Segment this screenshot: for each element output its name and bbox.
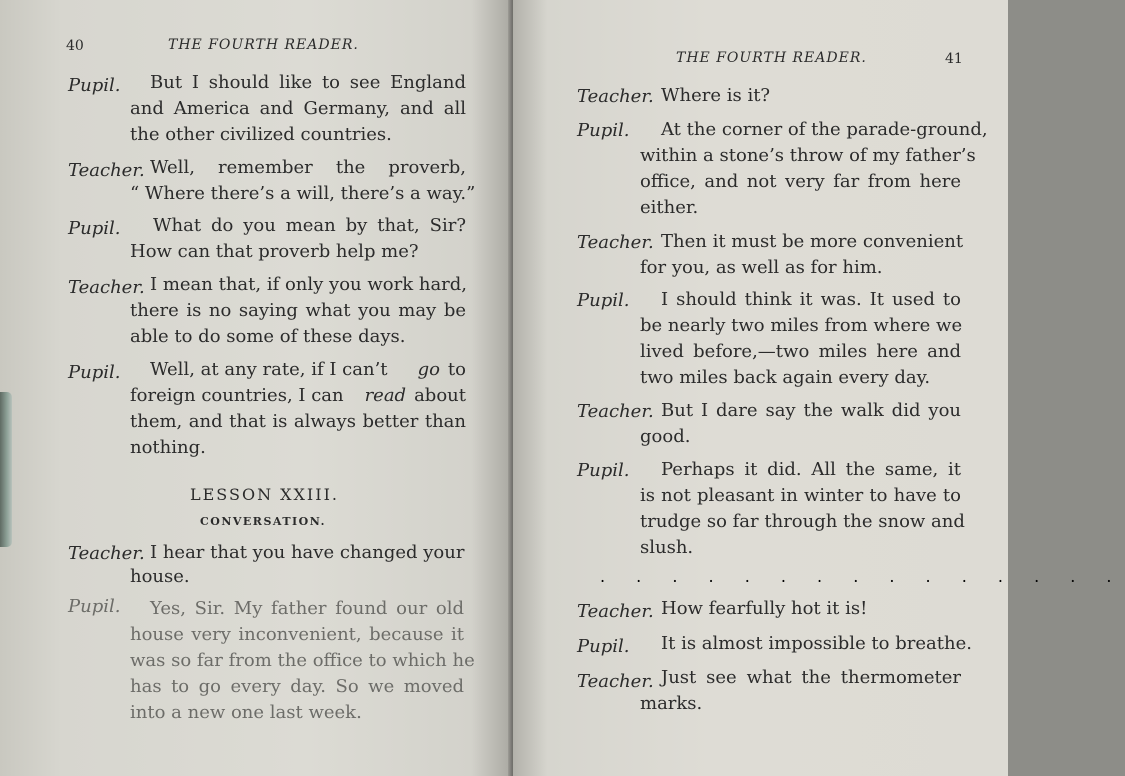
text-line: office, and not very far from here	[640, 171, 961, 192]
text-line: and America and Germany, and all	[130, 98, 466, 119]
thumb-shadow	[0, 392, 12, 547]
text-run: to	[447, 359, 466, 380]
emphasis-text: go	[417, 359, 440, 380]
text-line: It is almost impossible to breathe.	[661, 633, 972, 654]
text-line: be nearly two miles from where we	[640, 315, 963, 336]
text-run: foreign countries, I can	[130, 385, 344, 406]
text-line: I hear that you have changed your	[150, 542, 465, 563]
text-line: within a stone’s throw of my father’s	[640, 145, 976, 166]
text-line: marks.	[640, 693, 703, 714]
text-line: Just see what the thermometer	[661, 667, 961, 688]
text-line: Where is it?	[661, 85, 771, 106]
right-page	[513, 0, 1125, 776]
text-line: into a new one last week.	[130, 702, 362, 723]
text-line: But I dare say the walk did you	[661, 400, 961, 421]
text-line: lived before,—two miles here and	[640, 341, 961, 362]
text-line: But I should like to see England	[150, 72, 466, 93]
text-line: is not pleasant in winter to have to	[640, 485, 961, 506]
text-line: them, and that is always better than	[130, 411, 466, 432]
speaker-label: Teacher.	[577, 401, 654, 422]
emphasis-text: read	[364, 385, 407, 406]
text-line: I mean that, if only you work hard,	[150, 274, 468, 295]
text-line: for you, as well as for him.	[640, 257, 883, 278]
text-run: about	[414, 385, 466, 406]
speaker-label: Teacher.	[68, 277, 145, 298]
text-line: trudge so far through the snow and	[640, 511, 965, 532]
speaker-label: Pupil.	[68, 596, 121, 617]
text-line: slush.	[640, 537, 694, 558]
text-line: At the corner of the parade-ground,	[661, 119, 988, 140]
text-line: How fearfully hot it is!	[661, 598, 868, 619]
text-line: was so far from the office to which he	[130, 650, 475, 671]
text-line: able to do some of these days.	[130, 326, 406, 347]
text-line: there is no saying what you may be	[130, 300, 466, 321]
speaker-label: Teacher.	[577, 86, 654, 107]
text-line: How can that proverb help me?	[130, 241, 419, 262]
text-line: nothing.	[130, 437, 206, 458]
text-line: “ Where there’s a will, there’s a way.”	[130, 183, 476, 204]
speaker-label: Pupil.	[68, 75, 121, 96]
running-head: THE FOURTH READER.	[676, 50, 867, 66]
speaker-label: Pupil.	[577, 460, 630, 481]
text-line: the other civilized countries.	[130, 124, 392, 145]
text-line: house very inconvenient, because it	[130, 624, 464, 645]
speaker-label: Pupil.	[577, 636, 630, 657]
running-head: THE FOURTH READER.	[168, 37, 359, 53]
text-line: Yes, Sir. My father found our old	[150, 598, 464, 619]
text-line: two miles back again every day.	[640, 367, 931, 388]
text-line	[130, 384, 466, 408]
speaker-label: Pupil.	[577, 120, 630, 141]
section-separator: . . . . . . . . . . . . . . .	[600, 567, 1125, 586]
speaker-label: Teacher.	[577, 671, 654, 692]
text-run: Well, at any rate, if I can’t	[150, 359, 388, 380]
text-line: has to go every day. So we moved	[130, 676, 464, 697]
text-line: Then it must be more convenient	[661, 231, 964, 252]
speaker-label: Pupil.	[577, 290, 630, 311]
text-line: Well, remember the proverb,	[150, 157, 466, 178]
speaker-label: Teacher.	[577, 232, 654, 253]
text-line: Perhaps it did. All the same, it	[661, 459, 961, 480]
lesson-title: LESSON XXIII.	[190, 485, 339, 504]
lesson-subtitle: CONVERSATION.	[200, 515, 326, 528]
speaker-label: Pupil.	[68, 218, 121, 239]
text-line: either.	[640, 197, 699, 218]
text-line: good.	[640, 426, 691, 447]
text-line: house.	[130, 566, 190, 587]
speaker-label: Teacher.	[68, 160, 145, 181]
text-line	[150, 358, 466, 382]
text-line: What do you mean by that, Sir?	[153, 215, 466, 236]
page-number: 41	[945, 51, 963, 67]
page-number: 40	[66, 38, 84, 54]
text-line: I should think it was. It used to	[661, 289, 961, 310]
speaker-label: Teacher.	[68, 543, 145, 564]
left-page	[0, 0, 512, 776]
speaker-label: Teacher.	[577, 601, 654, 622]
speaker-label: Pupil.	[68, 362, 121, 383]
